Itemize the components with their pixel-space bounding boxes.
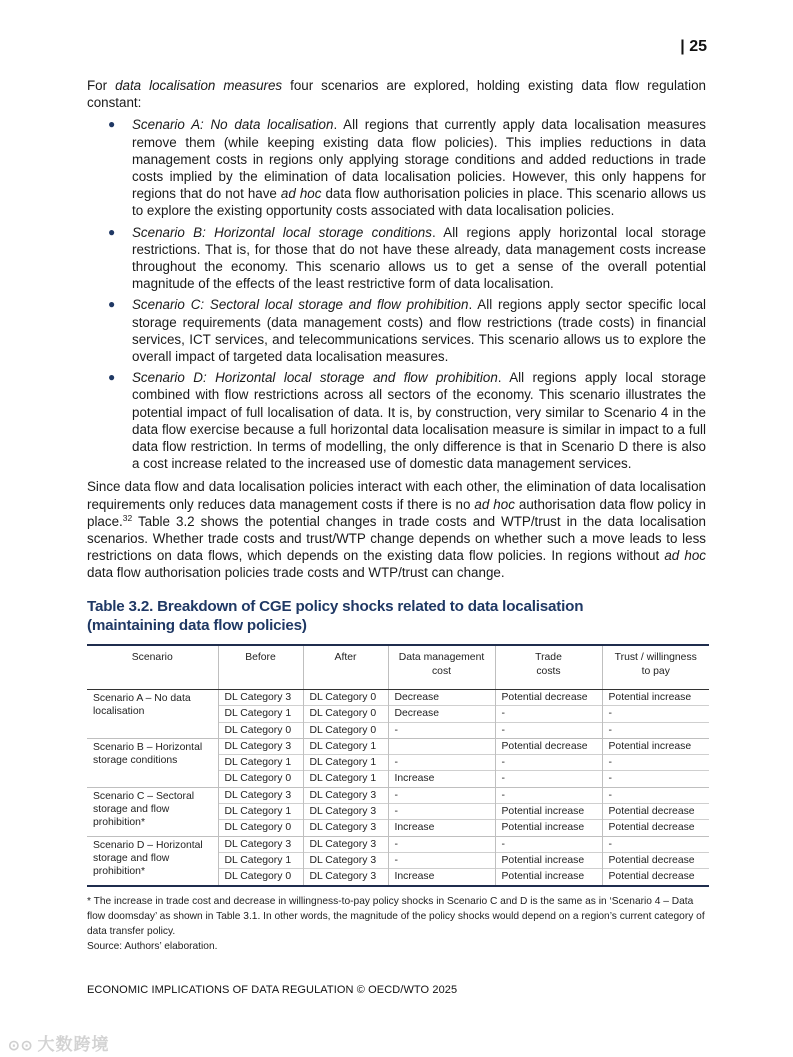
table-footnote xyxy=(87,894,707,939)
after-cell: DL Category 3 xyxy=(303,852,388,868)
dm-cost-cell: - xyxy=(388,852,495,868)
footnote-reference[interactable]: 32 xyxy=(122,512,133,523)
table-notes xyxy=(87,894,707,954)
scenario-bullet-d xyxy=(108,369,706,472)
header-after: After xyxy=(303,645,388,690)
intro-text: For xyxy=(87,78,116,93)
header-text: Trade xyxy=(535,652,562,663)
before-cell: DL Category 0 xyxy=(218,869,303,886)
scenario-title: Scenario D: Horizontal local storage and flow prohibition xyxy=(132,370,498,386)
header-text: costs xyxy=(536,666,561,677)
table-row xyxy=(87,836,709,852)
after-cell: DL Category 3 xyxy=(303,836,388,852)
scenario-title: Scenario B: Horizontal local storage conditions xyxy=(132,224,432,240)
dm-cost-cell: - xyxy=(388,755,495,771)
after-cell: DL Category 3 xyxy=(303,869,388,886)
dm-cost-cell: Increase xyxy=(388,869,495,886)
trade-cell: - xyxy=(495,755,602,771)
header-scenario: Scenario xyxy=(87,645,218,690)
before-cell: DL Category 1 xyxy=(218,852,303,868)
bullet-icon: ● xyxy=(108,297,116,312)
trade-cell: Potential increase xyxy=(495,820,602,836)
scenario-bullet-a xyxy=(108,116,707,219)
table-source: Source: Authors’ elaboration. xyxy=(87,941,218,952)
page-number: | 25 xyxy=(680,38,707,55)
trust-cell: - xyxy=(602,787,709,803)
before-cell: DL Category 3 xyxy=(218,836,303,852)
header-text: cost xyxy=(431,666,452,677)
trade-cell: Potential decrease xyxy=(495,690,602,706)
bullet-icon: ● xyxy=(108,224,116,239)
before-cell: DL Category 0 xyxy=(218,771,303,787)
header-data-management-cost xyxy=(388,645,495,690)
trade-cell: Potential increase xyxy=(495,804,602,820)
before-cell: DL Category 1 xyxy=(218,706,303,722)
intro-italic: data localisation measures xyxy=(115,78,283,93)
trade-cell: Potential decrease xyxy=(495,738,602,754)
dm-cost-cell xyxy=(388,738,495,754)
scenario-title: Scenario C: Sectoral local storage and flow prohibition xyxy=(132,297,469,313)
trust-cell: Potential decrease xyxy=(602,852,709,868)
page-footer: ECONOMIC IMPLICATIONS OF DATA REGULATION © OECD/WTO 2025 xyxy=(87,984,458,996)
dm-cost-cell: Decrease xyxy=(388,706,495,722)
paragraph-2 xyxy=(87,478,706,581)
watermark xyxy=(8,1030,109,1055)
paragraph-text: Table 3.2 shows the potential changes in trade costs and WTP/trust in the data localisation scenarios. Whether trade costs and trust/WTP change depends on whether such a move leads to less restrictions on data flows, which depends on the existing data flow policies. In regions without xyxy=(87,513,706,564)
before-cell: DL Category 3 xyxy=(218,738,303,754)
scenario-text: data flow authorisation policies in place. This scenario allows us to explore the existing opportunity costs associated with data localisation policies. xyxy=(132,186,706,219)
before-cell: DL Category 1 xyxy=(218,755,303,771)
watermark-logo-icon: ⊙⊙ xyxy=(8,1037,34,1053)
trust-cell: Potential decrease xyxy=(602,869,709,886)
table-3-1-link[interactable]: Table 3.1 xyxy=(216,911,258,922)
table-title-line-2: (maintaining data flow policies) xyxy=(87,617,307,634)
before-cell: DL Category 0 xyxy=(218,722,303,738)
scenario-italic: ad hoc xyxy=(280,186,322,202)
before-cell: DL Category 3 xyxy=(218,787,303,803)
trust-cell: - xyxy=(602,706,709,722)
after-cell: DL Category 0 xyxy=(303,690,388,706)
table-row xyxy=(87,738,709,754)
after-cell: DL Category 1 xyxy=(303,755,388,771)
before-cell: DL Category 3 xyxy=(218,690,303,706)
paragraph-italic: ad hoc xyxy=(664,548,706,564)
paragraph-text: Since data flow and data localisation policies interact with each other, the elimination of data localisation requirements only reduces data management costs if there is no xyxy=(87,479,706,512)
table-header-row xyxy=(87,645,709,690)
table-row xyxy=(87,787,709,803)
trade-cell: Potential increase xyxy=(495,869,602,886)
after-cell: DL Category 3 xyxy=(303,787,388,803)
dm-cost-cell: Increase xyxy=(388,820,495,836)
after-cell: DL Category 0 xyxy=(303,722,388,738)
body-content xyxy=(87,77,706,582)
after-cell: DL Category 3 xyxy=(303,804,388,820)
note-text: * The increase in trade cost and decrease in willingness-to-pay policy shocks in Scenario C and D is the same as in ‘Scenario 4 – Data flow doomsday’ as shown in xyxy=(87,896,694,922)
note-text: . In other words, the magnitude of the policy shocks would depend on a region’s current category of data transfer policy. xyxy=(87,911,705,937)
trade-cell: Potential increase xyxy=(495,852,602,868)
bullet-icon: ● xyxy=(108,370,116,385)
scenario-cell: Scenario C – Sectoral storage and flow prohibition* xyxy=(87,787,218,836)
scenario-list xyxy=(87,116,706,472)
scenario-text: . All regions that currently apply data localisation measures remove them (while keeping existing data flow policies). This implies reductions in data management costs in regions only applying storage conditions and added reductions in trade costs implied by the elimination of data localisation policies. However, this only happens for regions that do not have xyxy=(132,117,707,202)
trust-cell: - xyxy=(602,755,709,771)
trade-cell: - xyxy=(495,706,602,722)
header-text: to pay xyxy=(641,666,670,677)
scenario-cell: Scenario D – Horizontal storage and flow prohibition* xyxy=(87,836,218,885)
header-trade-costs xyxy=(495,645,602,690)
intro-paragraph xyxy=(87,77,706,111)
trade-cell: - xyxy=(495,836,602,852)
watermark-text: 大数跨境 xyxy=(37,1035,110,1054)
scenario-title: Scenario A: No data localisation xyxy=(132,117,334,133)
intro-text: four scenarios are explored, holding existing data flow regulation constant: xyxy=(87,78,706,111)
table-title xyxy=(87,597,707,635)
trade-cell: - xyxy=(495,722,602,738)
trade-cell: - xyxy=(495,787,602,803)
policy-shocks-table xyxy=(87,644,709,887)
trade-cell: - xyxy=(495,771,602,787)
dm-cost-cell: - xyxy=(388,804,495,820)
after-cell: DL Category 1 xyxy=(303,738,388,754)
scenario-bullet-c xyxy=(108,296,706,365)
trust-cell: - xyxy=(602,771,709,787)
scenario-cell: Scenario B – Horizontal storage conditions xyxy=(87,738,218,787)
after-cell: DL Category 1 xyxy=(303,771,388,787)
trust-cell: Potential increase xyxy=(602,690,709,706)
trust-cell: Potential increase xyxy=(602,738,709,754)
header-text: Trust / willingness xyxy=(614,652,697,663)
dm-cost-cell: - xyxy=(388,722,495,738)
scenario-cell: Scenario A – No data localisation xyxy=(87,690,218,739)
after-cell: DL Category 0 xyxy=(303,706,388,722)
dm-cost-cell: Decrease xyxy=(388,690,495,706)
before-cell: DL Category 0 xyxy=(218,820,303,836)
scenario-text: . All regions apply horizontal local storage restrictions. That is, for those that do not have these already, data management costs increase throughout the economy. This scenario allows us to get a sense of the overall potential magnitude of the effects of the least restrictive form of data localisation. xyxy=(132,224,706,292)
dm-cost-cell: - xyxy=(388,836,495,852)
trust-cell: Potential decrease xyxy=(602,820,709,836)
scenario-text: . All regions apply local storage combined with flow restrictions across all sectors of the economy. This scenario illustrates the potential impact of full localisation of data. It is, by construction, very similar to Scenario 4 in the data flow exercise because a full horizontal data localisation measure is similar in impact to a full data flow restriction. In terms of modelling, the only difference is that in Scenario D there is also a cost increase related to the increased use of domestic data management services. xyxy=(132,370,706,472)
scenario-text: . All regions apply sector specific local storage requirements (data management costs) and flow restrictions (trade costs) in financial services, ICT services, and telecommunications services. This scenario allows us to explore the overall impact of targeted data localisation measures. xyxy=(132,297,706,365)
header-trust-wtp xyxy=(602,645,709,690)
header-text: Data management xyxy=(398,652,485,663)
scenario-bullet-b xyxy=(108,224,706,293)
trust-cell: Potential decrease xyxy=(602,804,709,820)
paragraph-text: data flow authorisation policies trade costs and WTP/trust can change. xyxy=(87,565,505,581)
paragraph-italic: ad hoc xyxy=(474,496,515,512)
table-row xyxy=(87,690,709,706)
table-title-line-1: Table 3.2. Breakdown of CGE policy shocks related to data localisation xyxy=(87,598,584,615)
after-cell: DL Category 3 xyxy=(303,820,388,836)
header-before: Before xyxy=(218,645,303,690)
trust-cell: - xyxy=(602,722,709,738)
before-cell: DL Category 1 xyxy=(218,804,303,820)
trust-cell: - xyxy=(602,836,709,852)
dm-cost-cell: Increase xyxy=(388,771,495,787)
paragraph-text: authorisation data flow policy in place. xyxy=(87,496,706,529)
dm-cost-cell: - xyxy=(388,787,495,803)
bullet-icon: ● xyxy=(108,117,116,132)
